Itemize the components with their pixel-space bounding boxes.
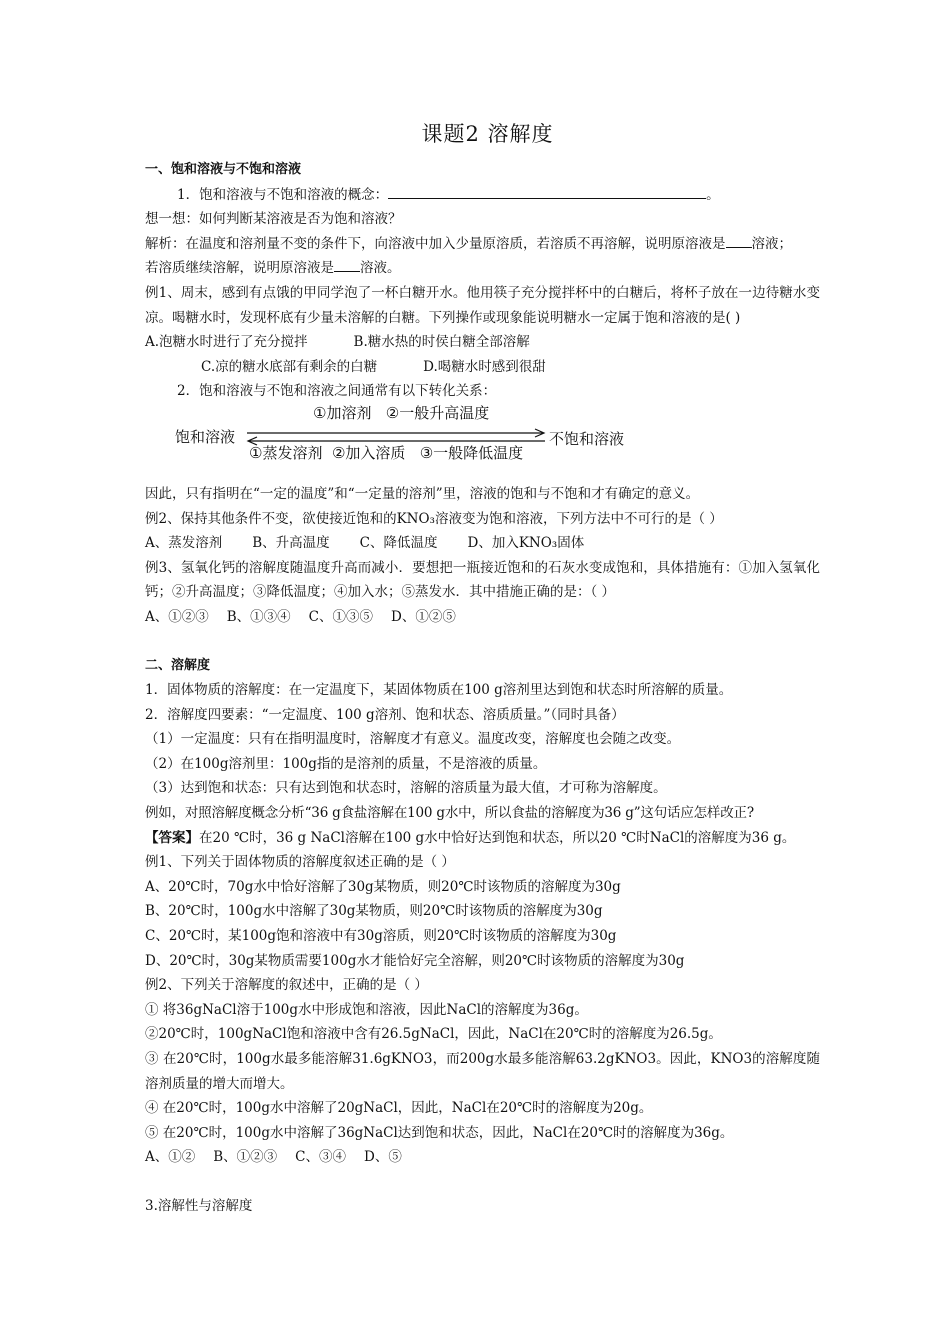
document-page xyxy=(145,118,820,1219)
page-title: 课题2 溶解度 xyxy=(421,122,554,146)
subsection-heading: 3.溶解性与溶解度 xyxy=(145,1197,253,1214)
analysis-text: 溶液； xyxy=(751,235,792,252)
statement: ④ 在20℃时，100g水中溶解了20gNaCl，因此，NaCl在20℃时的溶解度为20g。 xyxy=(145,1100,653,1117)
analysis-line xyxy=(145,232,820,257)
example-question: 例1、周末，感到有点饿的甲同学泡了一杯白糖开水。他用筷子充分搅拌杯中的白糖后，将杯子放在一边待糖水变凉。喝糖水时，发现杯底有少量未溶解的白糖。下列操作或现象能说明糖水一定属于饱和溶液的是( ) xyxy=(145,284,820,326)
answer-blank[interactable] xyxy=(388,184,706,199)
option: B.糖水热的时侯白糖全部溶解 xyxy=(353,334,530,351)
analysis-text: 解析：在温度和溶剂量不变的条件下，向溶液中加入少量原溶质，若溶质不再溶解，说明原溶液是 xyxy=(145,235,726,252)
section-heading: 一、饱和溶液与不饱和溶液 xyxy=(145,162,302,177)
concept-question xyxy=(145,183,820,208)
option: A.泡糖水时进行了充分搅拌 xyxy=(145,334,308,351)
paragraph: （2）在100g溶剂里：100g指的是溶剂的质量，不是溶液的质量。 xyxy=(145,755,547,772)
option: C、20℃时，某100g饱和溶液中有30g溶质，则20℃时该物质的溶解度为30g xyxy=(145,928,617,945)
answer-blank[interactable] xyxy=(334,257,360,272)
option: A、20℃时，70g水中恰好溶解了30g某物质，则20℃时该物质的溶解度为30g xyxy=(145,878,621,895)
concept-label: 1．饱和溶液与不饱和溶液的概念： xyxy=(177,186,389,203)
option: C、③④ xyxy=(295,1149,347,1166)
paragraph: 2．溶解度四要素：“一定温度、100 g溶剂、饱和状态、溶质质量。”（同时具备） xyxy=(145,706,625,723)
example-question: 例1、下列关于固体物质的溶解度叙述正确的是（ ） xyxy=(145,854,455,871)
option: B、①②③ xyxy=(213,1149,278,1166)
example-question: 例2、保持其他条件不变，欲使接近饱和的KNO₃溶液变为饱和溶液，下列方法中不可行的是（ ） xyxy=(145,510,723,527)
paragraph: （3）达到饱和状态：只有达到饱和状态时，溶解的溶质量为最大值，才可称为溶解度。 xyxy=(145,780,667,797)
section-heading: 二、溶解度 xyxy=(145,657,211,673)
option: A、①② xyxy=(145,1149,196,1166)
option: D、⑤ xyxy=(364,1149,402,1166)
options-row xyxy=(145,605,820,630)
statement: ⑤ 在20℃时，100g水中溶解了36gNaCl达到饱和状态，因此，NaCl在20℃时的溶解度为36g。 xyxy=(145,1124,734,1141)
diagram-top-label: ①加溶剂 ②一般升高温度 xyxy=(313,403,490,422)
therefore-text: 因此，只有指明在“一定的温度”和“一定量的溶剂”里，溶液的饱和与不饱和才有确定的意义。 xyxy=(145,485,700,502)
option: B、升高温度 xyxy=(252,535,330,552)
statement: ③ 在20℃时，100g水最多能溶解31.6gKNO3，而200g水最多能溶解63.2gKNO3。因此，KNO3的溶解度随溶剂质量的增大而增大。 xyxy=(145,1051,820,1092)
conversion-diagram xyxy=(145,403,820,476)
option: C、①③⑤ xyxy=(308,608,374,625)
conversion-intro: 2．饱和溶液与不饱和溶液之间通常有以下转化关系： xyxy=(177,383,497,400)
options-row xyxy=(145,330,820,355)
diagram-right-label: 不饱和溶液 xyxy=(549,429,625,448)
options-row xyxy=(145,1145,820,1170)
paragraph: （1）一定温度：只有在指明温度时，溶解度才有意义。温度改变，溶解度也会随之改变。 xyxy=(145,731,681,748)
answer-text: 在20 ℃时，36 g NaCl溶解在100 g水中恰好达到饱和状态，所以20 ℃时NaCl的溶解度为36 g。 xyxy=(199,829,796,846)
option: C、降低温度 xyxy=(359,535,438,552)
concept-end: 。 xyxy=(706,186,720,203)
statement: ②20℃时，100gNaCl饱和溶液中含有26.5gNaCl，因此，NaCl在20℃时的溶解度为26.5g。 xyxy=(145,1026,722,1043)
option: D、①②⑤ xyxy=(391,608,456,625)
example-question: 例3、氢氧化钙的溶解度随温度升高而减小．要想把一瓶接近饱和的石灰水变成饱和，具体措施有：①加入氢氧化钙；②升高温度；③降低温度；④加入水；⑤蒸发水．其中措施正确的是：（ ） xyxy=(145,559,820,601)
option: D、20℃时，30g某物质需要100g水才能恰好完全溶解，则20℃时该物质的溶解度为30g xyxy=(145,952,685,969)
option: D.喝糖水时感到很甜 xyxy=(423,358,546,375)
analysis-text: 若溶质继续溶解，说明原溶液是 xyxy=(145,260,334,277)
option: A、①②③ xyxy=(145,608,209,625)
option: A、蒸发溶剂 xyxy=(145,535,223,552)
answer-line xyxy=(145,826,820,851)
paragraph: 例如，对照溶解度概念分析“36 g食盐溶解在100 g水中，所以食盐的溶解度为36 g”这句话应怎样改正? xyxy=(145,805,754,822)
option: C.凉的糖水底部有剩余的白糖 xyxy=(201,358,378,375)
answer-blank[interactable] xyxy=(726,233,752,248)
option: B、①③④ xyxy=(226,608,291,625)
answer-tag: 【答案】 xyxy=(145,829,199,846)
diagram-bottom-label: ①蒸发溶剂 ②加入溶质 ③一般降低温度 xyxy=(249,443,524,462)
diagram-left-label: 饱和溶液 xyxy=(175,427,236,446)
options-row xyxy=(145,355,820,380)
analysis-line xyxy=(145,256,820,281)
paragraph: 1．固体物质的溶解度：在一定温度下，某固体物质在100 g溶剂里达到饱和状态时所溶解的质量。 xyxy=(145,682,733,699)
option: D、加入KNO₃固体 xyxy=(467,535,585,552)
option: B、20℃时，100g水中溶解了30g某物质，则20℃时该物质的溶解度为30g xyxy=(145,903,603,920)
example-question: 例2、下列关于溶解度的叙述中，正确的是（ ） xyxy=(145,977,428,994)
statement: ① 将36gNaCl溶于100g水中形成饱和溶液，因此NaCl的溶解度为36g。 xyxy=(145,1001,588,1018)
think-question: 想一想：如何判断某溶液是否为饱和溶液？ xyxy=(145,211,402,228)
options-row xyxy=(145,531,820,556)
analysis-text: 溶液。 xyxy=(360,260,401,277)
